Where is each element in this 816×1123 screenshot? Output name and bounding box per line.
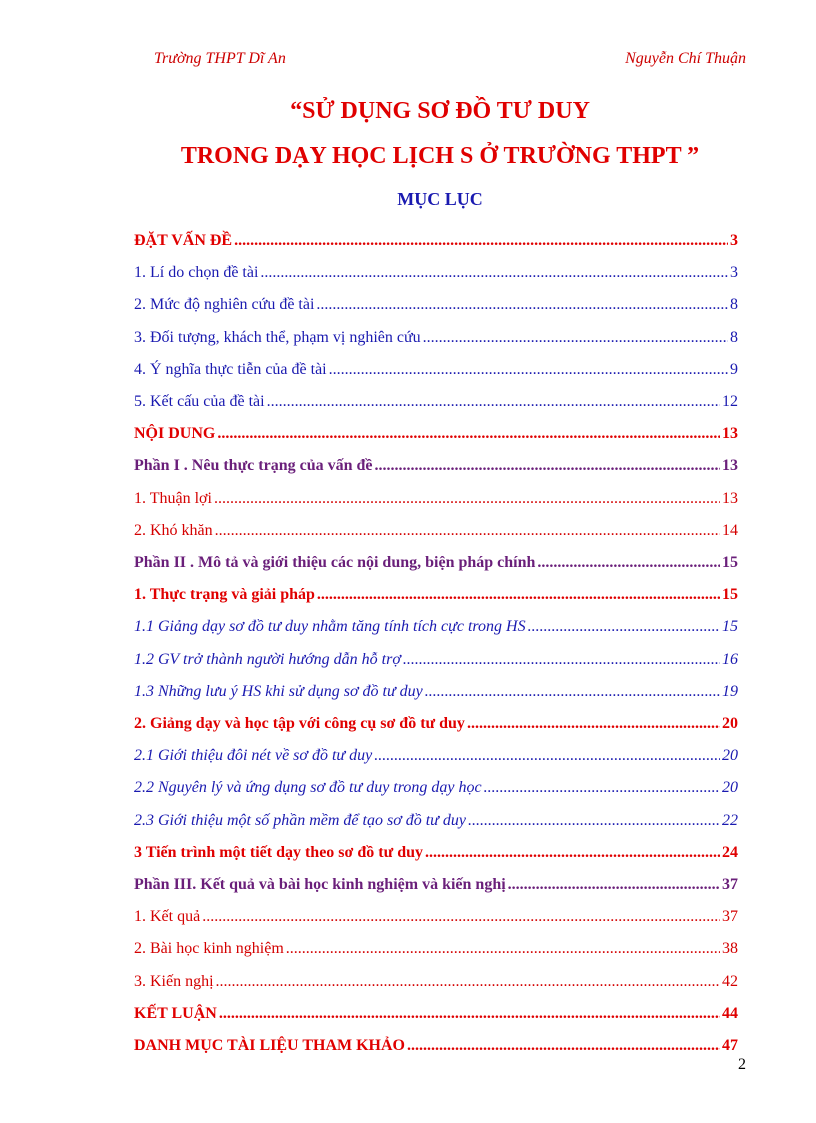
toc-entry-page: 19 — [722, 682, 738, 700]
document-title-line-2: TRONG DẠY HỌC LỊCH S Ở TRƯỜNG THPT ” — [180, 143, 700, 169]
toc-entry — [134, 283, 738, 315]
toc-entry-page: 15 — [722, 586, 738, 604]
toc-entry-page: 24 — [722, 843, 738, 861]
toc-entry-page: 22 — [722, 811, 738, 829]
toc-entry-page: 38 — [722, 940, 738, 958]
toc-leader-dots — [267, 392, 720, 412]
toc-leader-dots — [425, 682, 720, 702]
toc-entry-label: 1. Lí do chọn đề tài — [134, 264, 259, 282]
toc-entry-label: 3 Tiến trình một tiết dạy theo sơ đồ tư duy — [134, 843, 424, 861]
toc-leader-dots — [216, 972, 720, 992]
toc-leader-dots — [537, 553, 720, 573]
toc-entry — [134, 541, 738, 573]
toc-leader-dots — [329, 360, 728, 380]
toc-entry-label: 2.2 Nguyên lý và ứng dụng sơ đồ tư duy trong dạy học — [134, 779, 482, 797]
toc-entry-label: Phần III. Kết quả và bài học kinh nghiệm và kiến nghị — [134, 876, 506, 893]
toc-leader-dots — [528, 617, 720, 637]
toc-entry-page: 8 — [730, 296, 738, 314]
toc-entry-label: NỘI DUNG — [134, 425, 216, 443]
toc-entry-page: 42 — [722, 972, 738, 990]
toc-entry — [134, 509, 738, 541]
toc-leader-dots — [217, 424, 720, 444]
toc-entry-page: 8 — [730, 328, 738, 346]
toc-entry-page: 15 — [722, 554, 738, 571]
toc-entry — [134, 605, 738, 637]
school-name: Trường THPT Dĩ An — [154, 50, 286, 67]
toc-entry-label: 2.1 Giới thiệu đôi nét về sơ đồ tư duy — [134, 747, 373, 765]
toc-leader-dots — [425, 843, 720, 863]
toc-entry-page: 13 — [722, 425, 738, 443]
author-name: Nguyễn Chí Thuận — [625, 50, 746, 67]
toc-entry-label: 1.3 Những lưu ý HS khi sử dụng sơ đồ tư duy — [134, 682, 423, 700]
toc-leader-dots — [219, 1004, 720, 1024]
toc-leader-dots — [374, 746, 720, 766]
toc-entry-page: 3 — [730, 264, 738, 282]
toc-leader-dots — [407, 1036, 720, 1056]
toc-entry-page: 3 — [730, 232, 738, 249]
toc-entry-label: 3. Kiến nghị — [134, 972, 214, 990]
toc-leader-dots — [286, 939, 720, 959]
toc-entry — [134, 316, 738, 348]
toc-entry-label: KẾT LUẬN — [134, 1004, 217, 1022]
toc-entry — [134, 831, 738, 863]
toc-leader-dots — [202, 907, 720, 927]
document-title-line-1: “SỬ DỤNG SƠ ĐỒ TƯ DUY — [290, 98, 590, 124]
toc-entry-page: 37 — [722, 908, 738, 926]
toc-entry-page: 37 — [722, 876, 738, 893]
toc-entry-page: 14 — [722, 521, 738, 539]
toc-entry-label: Phần II . Mô tả và giới thiệu các nội dung, biện pháp chính — [134, 554, 536, 571]
toc-entry-label: 1. Thực trạng và giải pháp — [134, 586, 315, 604]
toc-entry — [134, 799, 738, 831]
toc-entry — [134, 1024, 738, 1056]
toc-entry — [134, 670, 738, 702]
toc-entry-label: 2. Mức độ nghiên cứu đề tài — [134, 296, 315, 314]
toc-entry-page: 44 — [722, 1004, 738, 1022]
toc-entry-label: 2.3 Giới thiệu một số phần mềm để tạo sơ đồ tư duy — [134, 811, 466, 829]
toc-leader-dots — [375, 456, 720, 476]
toc-entry — [134, 960, 738, 992]
toc-leader-dots — [484, 778, 720, 798]
toc-entry-label: ĐẶT VẤN ĐỀ — [134, 232, 233, 249]
toc-entry-label: 2. Giảng dạy và học tập với công cụ sơ đồ tư duy — [134, 715, 465, 732]
toc-entry — [134, 219, 738, 251]
toc-entry-label: 2. Bài học kinh nghiệm — [134, 940, 284, 958]
toc-entry — [134, 702, 738, 734]
toc-entry-page: 13 — [722, 457, 738, 475]
toc-entry-page: 47 — [722, 1037, 738, 1054]
toc-entry-label: Phần I . Nêu thực trạng của vấn đề — [134, 457, 373, 475]
toc-entry-label: 3. Đối tượng, khách thể, phạm vị nghiên cứu — [134, 328, 421, 346]
toc-leader-dots — [423, 328, 728, 348]
toc-entry-page: 15 — [722, 618, 738, 636]
toc-entry — [134, 412, 738, 444]
toc-entry-page: 9 — [730, 360, 738, 378]
toc-heading: MỤC LỤC — [397, 189, 483, 209]
toc-entry-page: 20 — [722, 779, 738, 797]
toc-entry — [134, 927, 738, 959]
toc-entry-label: 5. Kết cấu của đề tài — [134, 393, 265, 410]
toc-entry-page: 16 — [722, 650, 738, 668]
toc-leader-dots — [234, 231, 728, 251]
toc-leader-dots — [403, 650, 720, 670]
toc-entry-page: 20 — [722, 715, 738, 732]
toc-entry — [134, 348, 738, 380]
toc-leader-dots — [316, 295, 728, 315]
toc-entry-label: 4. Ý nghĩa thực tiễn của đề tài — [134, 360, 327, 378]
toc-entry — [134, 573, 738, 605]
toc-leader-dots — [215, 521, 720, 541]
page-number: 2 — [738, 1056, 746, 1073]
toc-entry — [134, 444, 738, 476]
toc-entry — [134, 638, 738, 670]
toc-leader-dots — [317, 585, 720, 605]
toc-entry-label: 2. Khó khăn — [134, 521, 213, 539]
toc-leader-dots — [508, 875, 720, 895]
toc-entry-page: 13 — [722, 489, 738, 507]
toc-leader-dots — [467, 714, 720, 734]
toc-leader-dots — [260, 263, 728, 283]
toc-entry-label: 1.1 Giảng dạy sơ đồ tư duy nhằm tăng tính tích cực trong HS — [134, 618, 526, 636]
toc-entry-page: 20 — [722, 747, 738, 765]
toc-entry-label: 1.2 GV trở thành người hướng dẫn hỗ trợ — [134, 650, 401, 668]
toc-entry — [134, 895, 738, 927]
toc-entry — [134, 992, 738, 1024]
toc-entry — [134, 766, 738, 798]
toc-entry — [134, 477, 738, 509]
toc-entry-page: 12 — [722, 393, 738, 410]
toc-entry — [134, 380, 738, 412]
toc-leader-dots — [468, 811, 720, 831]
toc-entry — [134, 251, 738, 283]
toc-entry-label: 1. Kết quả — [134, 908, 201, 926]
toc-leader-dots — [214, 489, 720, 509]
toc-entry-label: DANH MỤC TÀI LIỆU THAM KHẢO — [134, 1037, 405, 1054]
page-header — [0, 50, 816, 74]
toc-entry — [134, 863, 738, 895]
toc-entry — [134, 734, 738, 766]
toc-entry-label: 1. Thuận lợi — [134, 489, 212, 507]
